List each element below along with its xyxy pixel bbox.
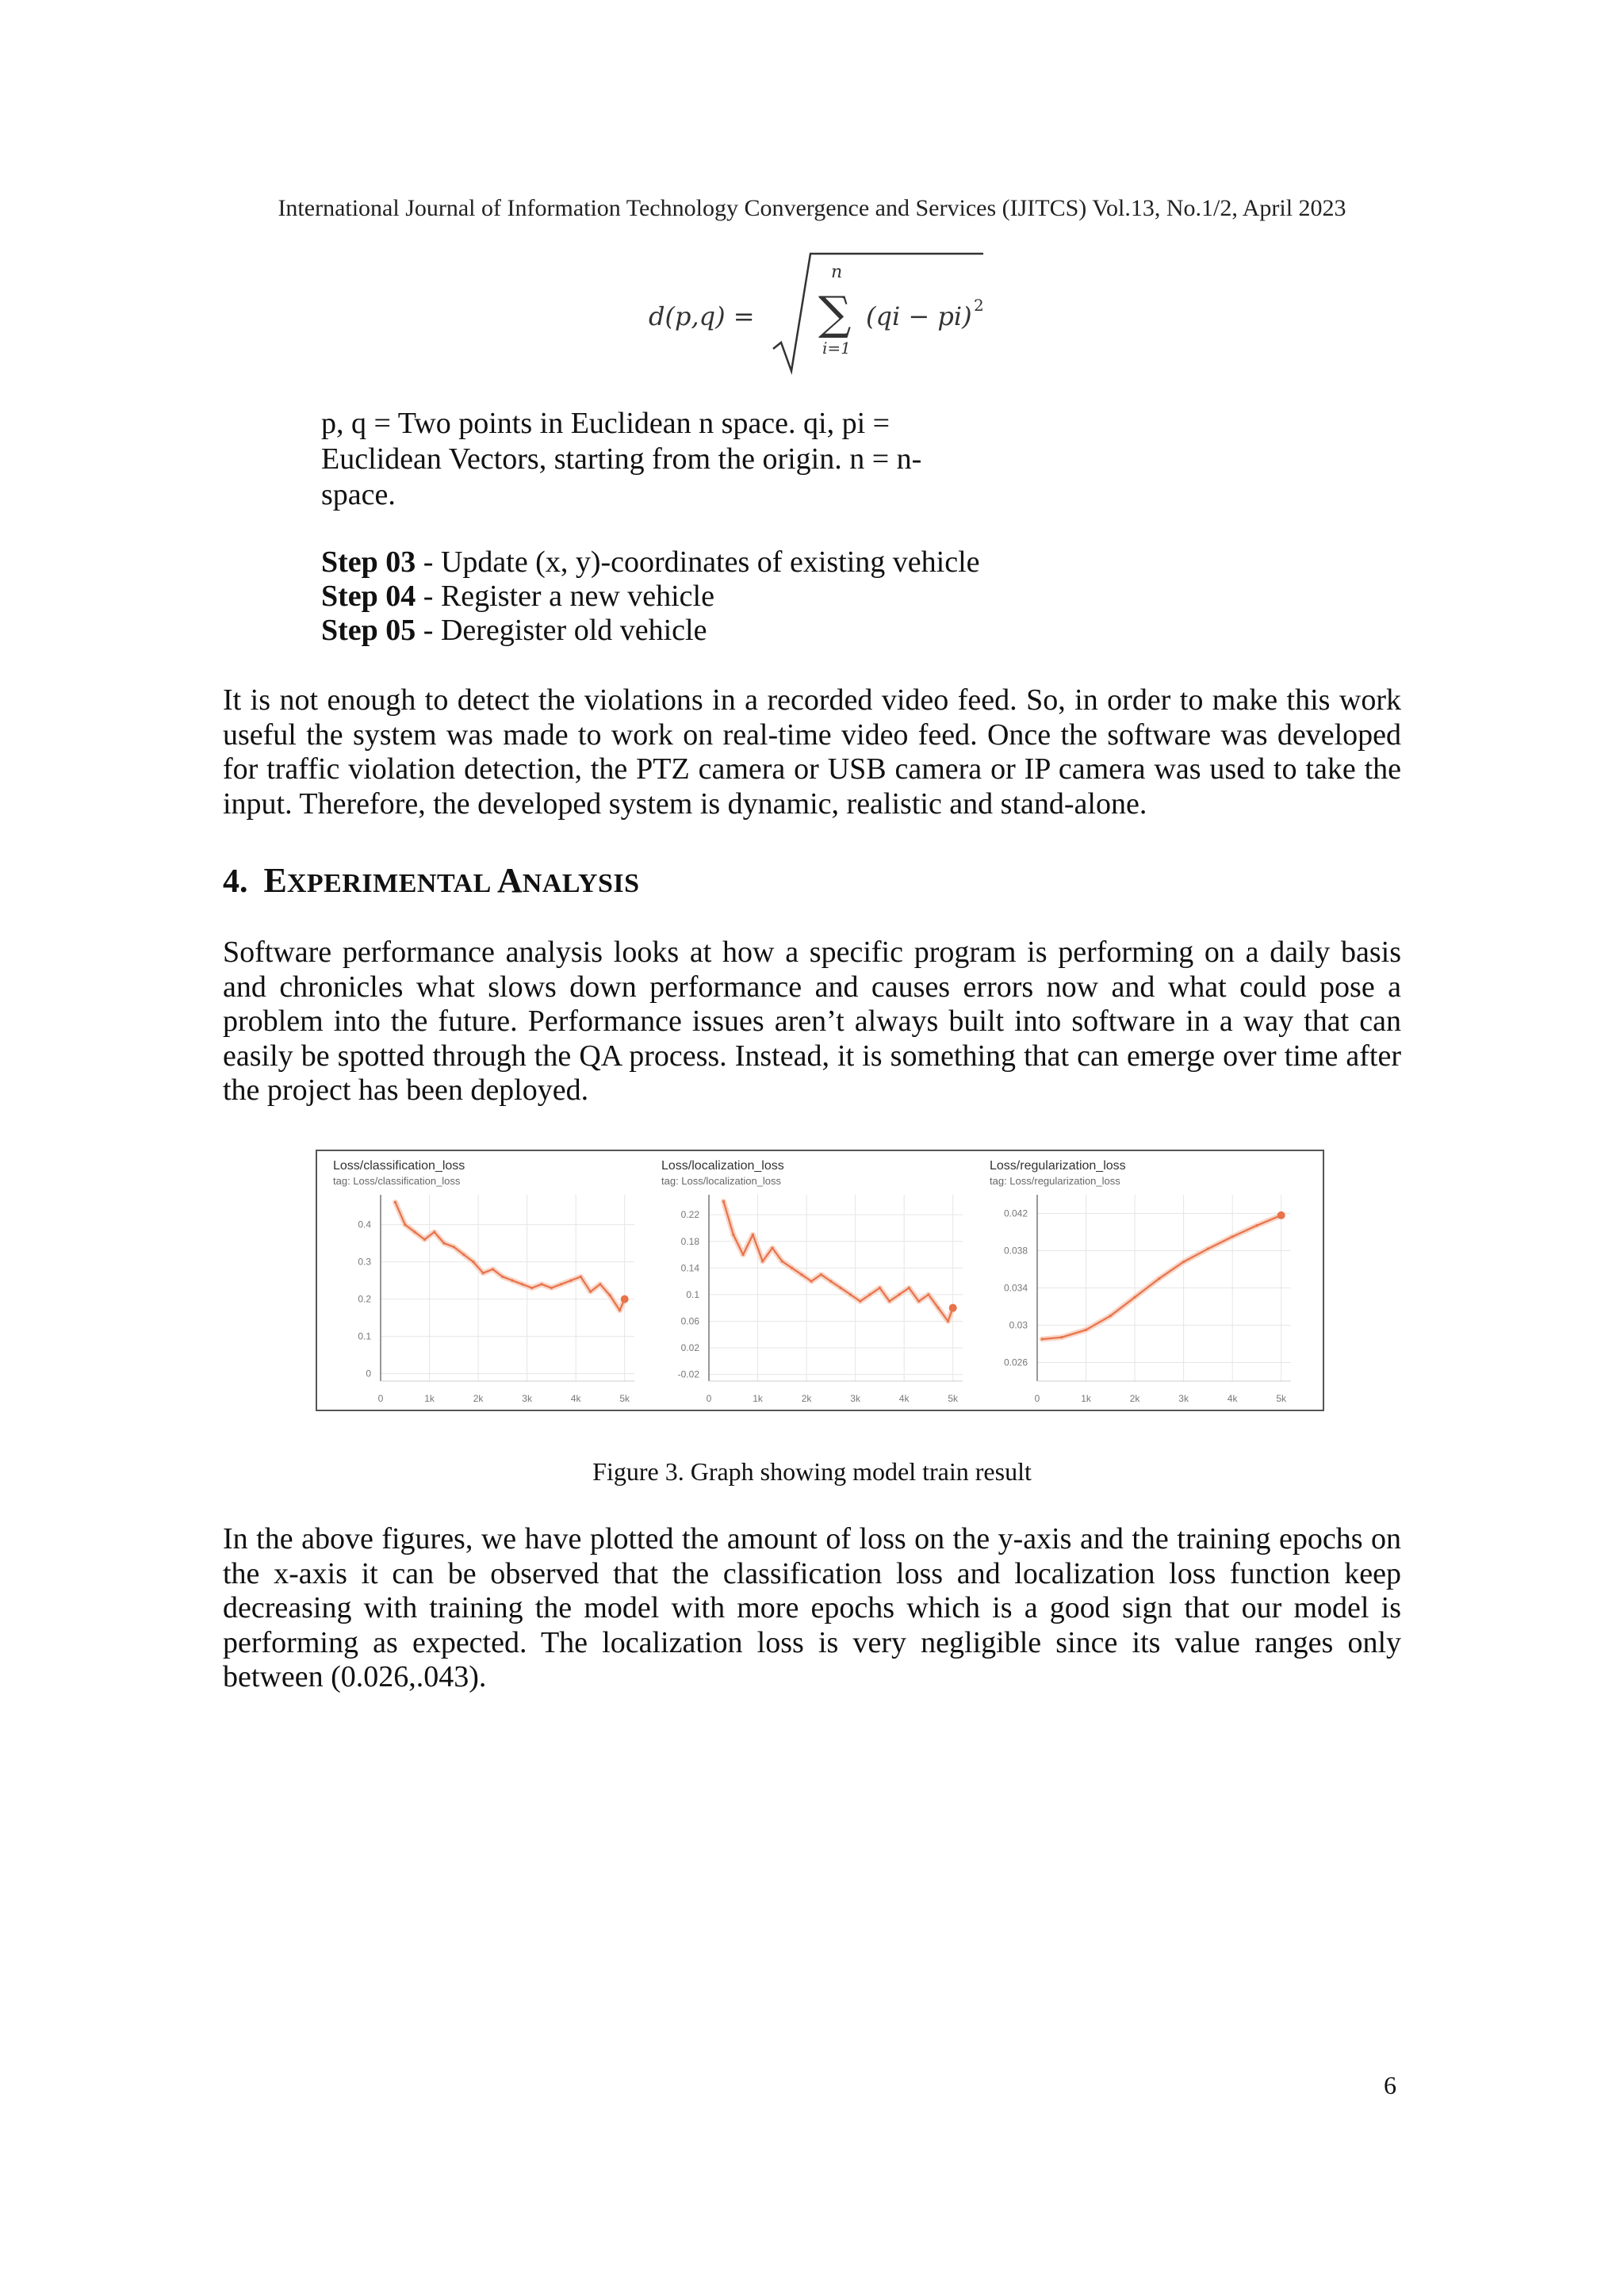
y-tick-label: 0.06 [680,1315,699,1327]
x-tick-label: 4k [898,1393,910,1404]
step-text: - Update (x, y)-coordinates of existing vehicle [416,545,980,579]
x-tick-label: 0 [377,1393,384,1404]
step-text: - Register a new vehicle [416,580,714,613]
data-point [560,1283,562,1285]
data-point [442,1242,445,1245]
x-tick-label: 1k [1081,1393,1091,1404]
y-tick-label: 0.14 [680,1262,699,1274]
x-tick-label: 4k [1227,1393,1238,1404]
data-point [492,1268,494,1270]
x-tick-label: 2k [473,1393,484,1404]
paragraph-discussion: In the above figures, we have plotted the amount of loss on the y-axis and the training epochs on the x-axis it can be observed that the classification loss and localization loss function keep decreasing with training the model with more epochs which is a good sign that our model is performing as expected. The localization loss is very negligible since its value ranges only between (0.026,.043). [223,1522,1401,1693]
y-tick-label: 0.042 [1003,1207,1028,1219]
section-number: 4. [223,863,248,900]
x-tick-label: 0 [706,1393,712,1404]
x-tick-label: 4k [570,1393,581,1404]
data-point [868,1293,871,1295]
chart-subtitle: tag: Loss/classification_loss [333,1175,461,1187]
step-item [321,614,980,648]
data-point [761,1260,764,1262]
data-point [1060,1336,1063,1338]
series-endpoint [949,1304,957,1312]
formula-lhs: d(p,q) = [649,301,755,331]
step-label: Step 05 [321,614,416,647]
classification-loss-chart [317,1151,645,1411]
data-point [1085,1329,1087,1331]
x-tick-label: 1k [424,1393,435,1404]
data-point [908,1287,910,1289]
data-point [781,1260,783,1262]
section-title-part: A [496,861,523,900]
y-tick-label: 0.1 [358,1330,371,1342]
data-point [849,1293,852,1295]
x-tick-label: 5k [948,1393,959,1404]
y-tick-label: 0.18 [680,1235,699,1247]
y-tick-label: 0.4 [358,1219,371,1230]
data-point [829,1280,832,1283]
data-point [530,1287,533,1289]
data-point [927,1293,929,1295]
chart-panel-classification [317,1151,645,1411]
section-title-part: NALYSIS [522,869,640,898]
y-tick-label: 0.038 [1003,1245,1028,1257]
data-point [800,1273,802,1276]
step-item [321,580,980,614]
x-tick-label: 2k [801,1393,812,1404]
data-point [550,1287,553,1289]
data-point [732,1234,734,1236]
variable-definitions: p, q = Two points in Euclidean n space. qi, pi = Euclidean Vectors, starting from the origin. n = n-space. [321,407,922,511]
formula-term: (qi − pi) [866,301,972,331]
section-title-part: E [263,861,287,900]
formula-upper-limit: n [831,262,843,282]
step-label: Step 03 [321,545,416,579]
data-point [937,1307,940,1309]
x-tick-label: 1k [753,1393,763,1404]
data-point [589,1291,592,1293]
chart-panel-localization [645,1151,974,1411]
training-loss-figure [316,1150,1324,1411]
data-point [540,1283,542,1285]
data-point [423,1238,426,1241]
data-point [462,1253,465,1256]
formula-sigma: ∑ [818,286,852,340]
y-tick-label: 0.03 [1009,1319,1028,1331]
chart-title: Loss/regularization_loss [990,1159,1126,1173]
y-tick-label: 0.3 [358,1256,371,1268]
y-tick-label: 0.22 [680,1209,699,1221]
data-point [482,1272,485,1274]
y-tick-label: 0.02 [680,1342,699,1354]
section-heading [223,860,640,901]
x-tick-label: 2k [1129,1393,1140,1404]
data-point [840,1287,842,1289]
paragraph-performance: Software performance analysis looks at how a specific program is performing on a daily basis and chronicles what slows down performance and causes errors now and what could pose a problem into the future. Performance issues aren’t always built into software in a way that can easily be spotted through the QA process. Instead, it is something that can emerge over time after the project has been deployed. [223,936,1401,1107]
data-point [599,1283,601,1285]
data-point [501,1276,504,1278]
x-tick-label: 5k [1276,1393,1287,1404]
chart-title: Loss/classification_loss [333,1159,465,1173]
data-point [1158,1277,1160,1280]
page-number: 6 [1384,2071,1396,2099]
data-point [569,1280,572,1282]
series-endpoint [621,1295,629,1303]
data-point [879,1287,881,1289]
chart-subtitle: tag: Loss/regularization_loss [990,1175,1120,1187]
algorithm-steps [321,545,980,648]
data-point [810,1280,813,1283]
localization-loss-chart [645,1151,974,1411]
data-point [521,1283,523,1285]
chart-subtitle: tag: Loss/localization_loss [661,1175,782,1187]
data-point [404,1223,406,1226]
data-point [947,1320,949,1322]
data-point [917,1300,920,1303]
data-point [580,1276,582,1278]
data-point [1133,1296,1136,1299]
data-point [1207,1248,1209,1250]
y-tick-label: 0.026 [1003,1357,1028,1368]
series-line [1042,1215,1281,1339]
data-point [1041,1338,1044,1341]
data-point [1109,1314,1112,1317]
data-point [1182,1261,1185,1263]
y-tick-label: 0.1 [686,1288,699,1300]
data-point [609,1294,611,1296]
data-point [859,1300,861,1303]
data-point [511,1280,514,1282]
x-tick-label: 5k [619,1393,630,1404]
y-tick-label: -0.02 [677,1368,699,1380]
y-tick-label: 0 [366,1368,371,1380]
step-label: Step 04 [321,580,416,613]
data-point [752,1234,754,1236]
formula-exponent: 2 [974,296,984,315]
data-point [771,1247,773,1249]
data-point [820,1273,822,1276]
data-point [413,1230,416,1233]
chart-panel-regularization [974,1151,1302,1411]
series-endpoint [1277,1211,1285,1219]
step-text: - Deregister old vehicle [416,614,707,647]
data-point [898,1293,900,1295]
data-point [394,1201,396,1203]
data-point [791,1267,793,1269]
x-tick-label: 0 [1034,1393,1040,1404]
data-point [433,1230,435,1233]
x-tick-label: 3k [522,1393,532,1404]
section-title-part: XPERIMENTAL [286,869,497,898]
paragraph-realtime: It is not enough to detect the violations in a recorded video feed. So, in order to make this work useful the system was made to work on real-time video feed. Once the software was developed for traffic violation detection, the PTZ camera or USB camera or IP camera was used to take the input. Therefore, the developed system is dynamic, realistic and stand-alone. [223,683,1401,821]
y-tick-label: 0.034 [1003,1282,1028,1294]
regularization-loss-chart [974,1151,1302,1411]
formula-lower-limit: i=1 [822,339,851,358]
step-item [321,545,980,580]
data-point [888,1300,891,1303]
chart-title: Loss/localization_loss [661,1159,784,1173]
figure-caption: Figure 3. Graph showing model train result [592,1457,1032,1486]
y-tick-label: 0.2 [358,1293,371,1305]
x-tick-label: 3k [1178,1393,1189,1404]
data-point [722,1200,725,1203]
euclidean-distance-formula [634,238,999,381]
data-point [472,1261,474,1263]
data-point [741,1253,744,1256]
journal-header: International Journal of Information Technology Convergence and Services (IJITCS) Vol.13, No.1/2, April 2023 [278,195,1346,221]
data-point [1231,1235,1234,1238]
data-point [453,1246,455,1248]
data-point [1255,1224,1258,1226]
data-point [619,1309,621,1311]
x-tick-label: 3k [850,1393,860,1404]
